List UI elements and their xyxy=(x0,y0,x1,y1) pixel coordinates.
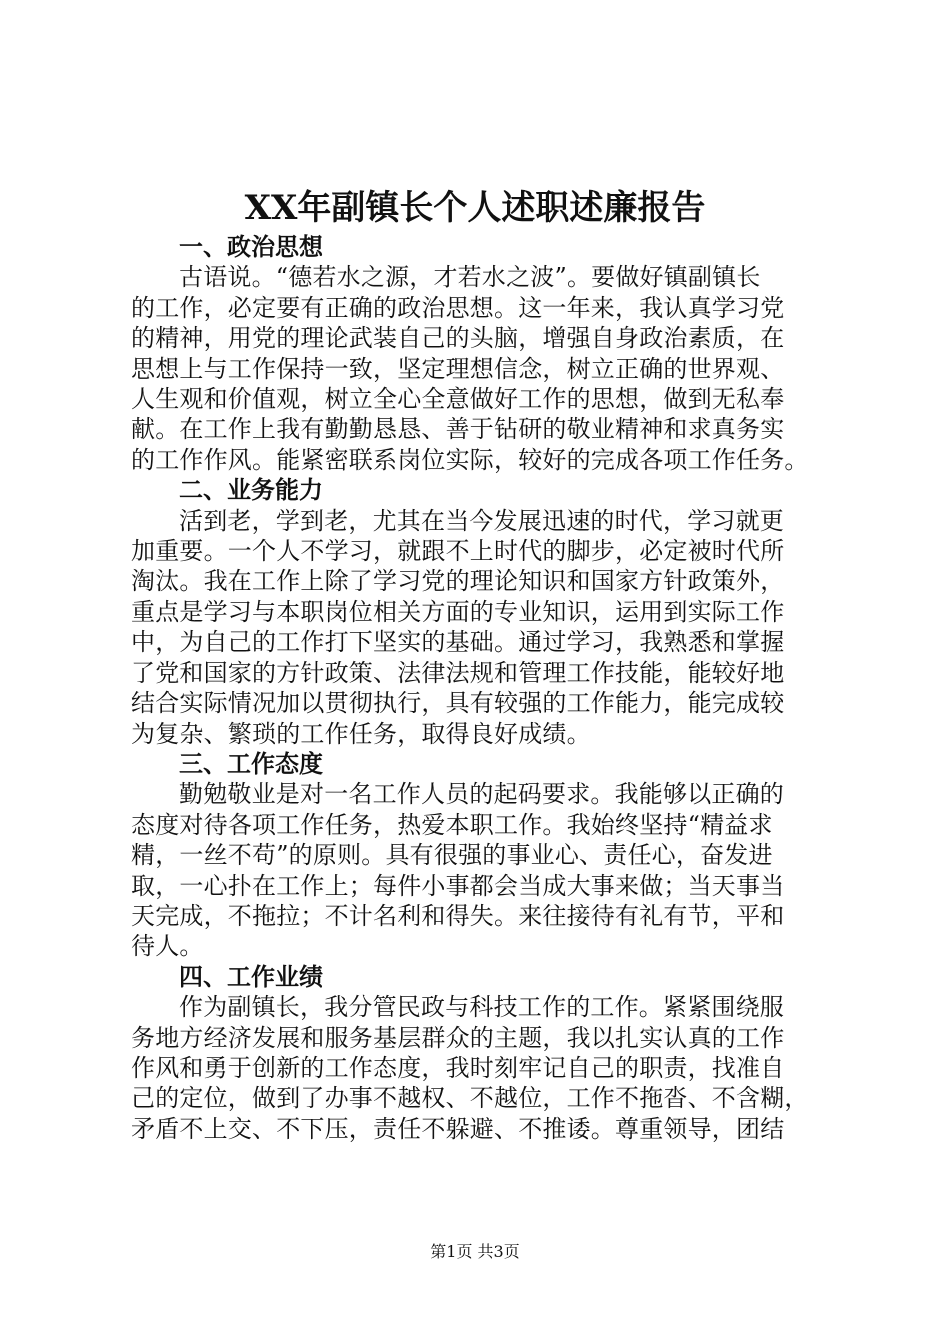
paragraph-line: 重点是学习与本职岗位相关方面的专业知识，运用到实际工作 xyxy=(131,597,785,626)
paragraph-line: 的精神，用党的理论武装自己的头脑，增强自身政治素质，在 xyxy=(131,324,785,353)
paragraph-line: 态度对待各项工作任务，热爱本职工作。我始终坚持“精益求 xyxy=(131,810,773,839)
paragraph-line: 古语说。“德若水之源，才若水之波”。要做好镇副镇长 xyxy=(179,263,761,292)
paragraph-line: 作为副镇长，我分管民政与科技工作的工作。紧紧围绕服 xyxy=(179,993,784,1022)
paragraph-line: 结合实际情况加以贯彻执行，具有较强的工作能力，能完成较 xyxy=(131,689,785,718)
paragraph-line: 加重要。一个人不学习，就跟不上时代的脚步，必定被时代所 xyxy=(131,537,785,566)
paragraph-line: 的工作作风。能紧密联系岗位实际，较好的完成各项工作任务。 xyxy=(131,445,809,474)
page-number-footer: 第1页 共3页 xyxy=(430,1242,520,1261)
paragraph-line: 天完成，不拖拉；不计名利和得失。来往接待有礼有节，平和 xyxy=(131,901,785,930)
paragraph-line: 人生观和价值观，树立全心全意做好工作的思想，做到无私奉 xyxy=(131,385,785,414)
paragraph-line: 中，为自己的工作打下坚实的基础。通过学习，我熟悉和掌握 xyxy=(131,628,785,657)
paragraph-line: 勤勉敬业是对一名工作人员的起码要求。我能够以正确的 xyxy=(179,780,784,809)
paragraph-line: 作风和勇于创新的工作态度，我时刻牢记自己的职责，找准自 xyxy=(131,1053,785,1082)
paragraph-line: 取，一心扑在工作上；每件小事都会当成大事来做；当天事当 xyxy=(131,871,785,900)
paragraph-line: 待人。 xyxy=(131,932,204,961)
section-political-thought xyxy=(131,232,831,475)
paragraph-line: 的工作，必定要有正确的政治思想。这一年来，我认真学习党 xyxy=(131,293,785,322)
section-work-attitude xyxy=(131,749,831,962)
paragraph-line: 活到老，学到老，尤其在当今发展迅速的时代，学习就更 xyxy=(179,506,784,535)
document-title: XX年副镇长个人述职述廉报告 xyxy=(244,188,706,228)
document-body xyxy=(131,232,831,1144)
paragraph-line: 己的定位，做到了办事不越权、不越位，工作不拖沓、不含糊， xyxy=(131,1084,809,1113)
paragraph-line: 精，一丝不苟”的原则。具有很强的事业心、责任心，奋发进 xyxy=(131,841,773,870)
paragraph-line: 献。在工作上我有勤勤恳恳、善于钻研的敬业精神和求真务实 xyxy=(131,415,785,444)
section-work-performance xyxy=(131,962,831,1144)
paragraph-line: 了党和国家的方针政策、法律法规和管理工作技能，能较好地 xyxy=(131,658,785,687)
section-heading: 四、工作业绩 xyxy=(179,961,323,991)
section-business-ability xyxy=(131,475,831,749)
paragraph-line: 思想上与工作保持一致，坚定理想信念，树立正确的世界观、 xyxy=(131,354,785,383)
paragraph-line: 务地方经济发展和服务基层群众的主题，我以扎实认真的工作 xyxy=(131,1023,785,1052)
section-heading: 三、工作态度 xyxy=(179,748,323,778)
section-heading: 一、政治思想 xyxy=(179,232,323,261)
section-heading: 二、业务能力 xyxy=(179,475,323,505)
paragraph-line: 为复杂、繁琐的工作任务，取得良好成绩。 xyxy=(131,719,591,748)
paragraph-line: 淘汰。我在工作上除了学习党的理论知识和国家方针政策外， xyxy=(131,567,785,596)
paragraph-line: 矛盾不上交、不下压，责任不躲避、不推诿。尊重领导，团结 xyxy=(131,1114,785,1143)
